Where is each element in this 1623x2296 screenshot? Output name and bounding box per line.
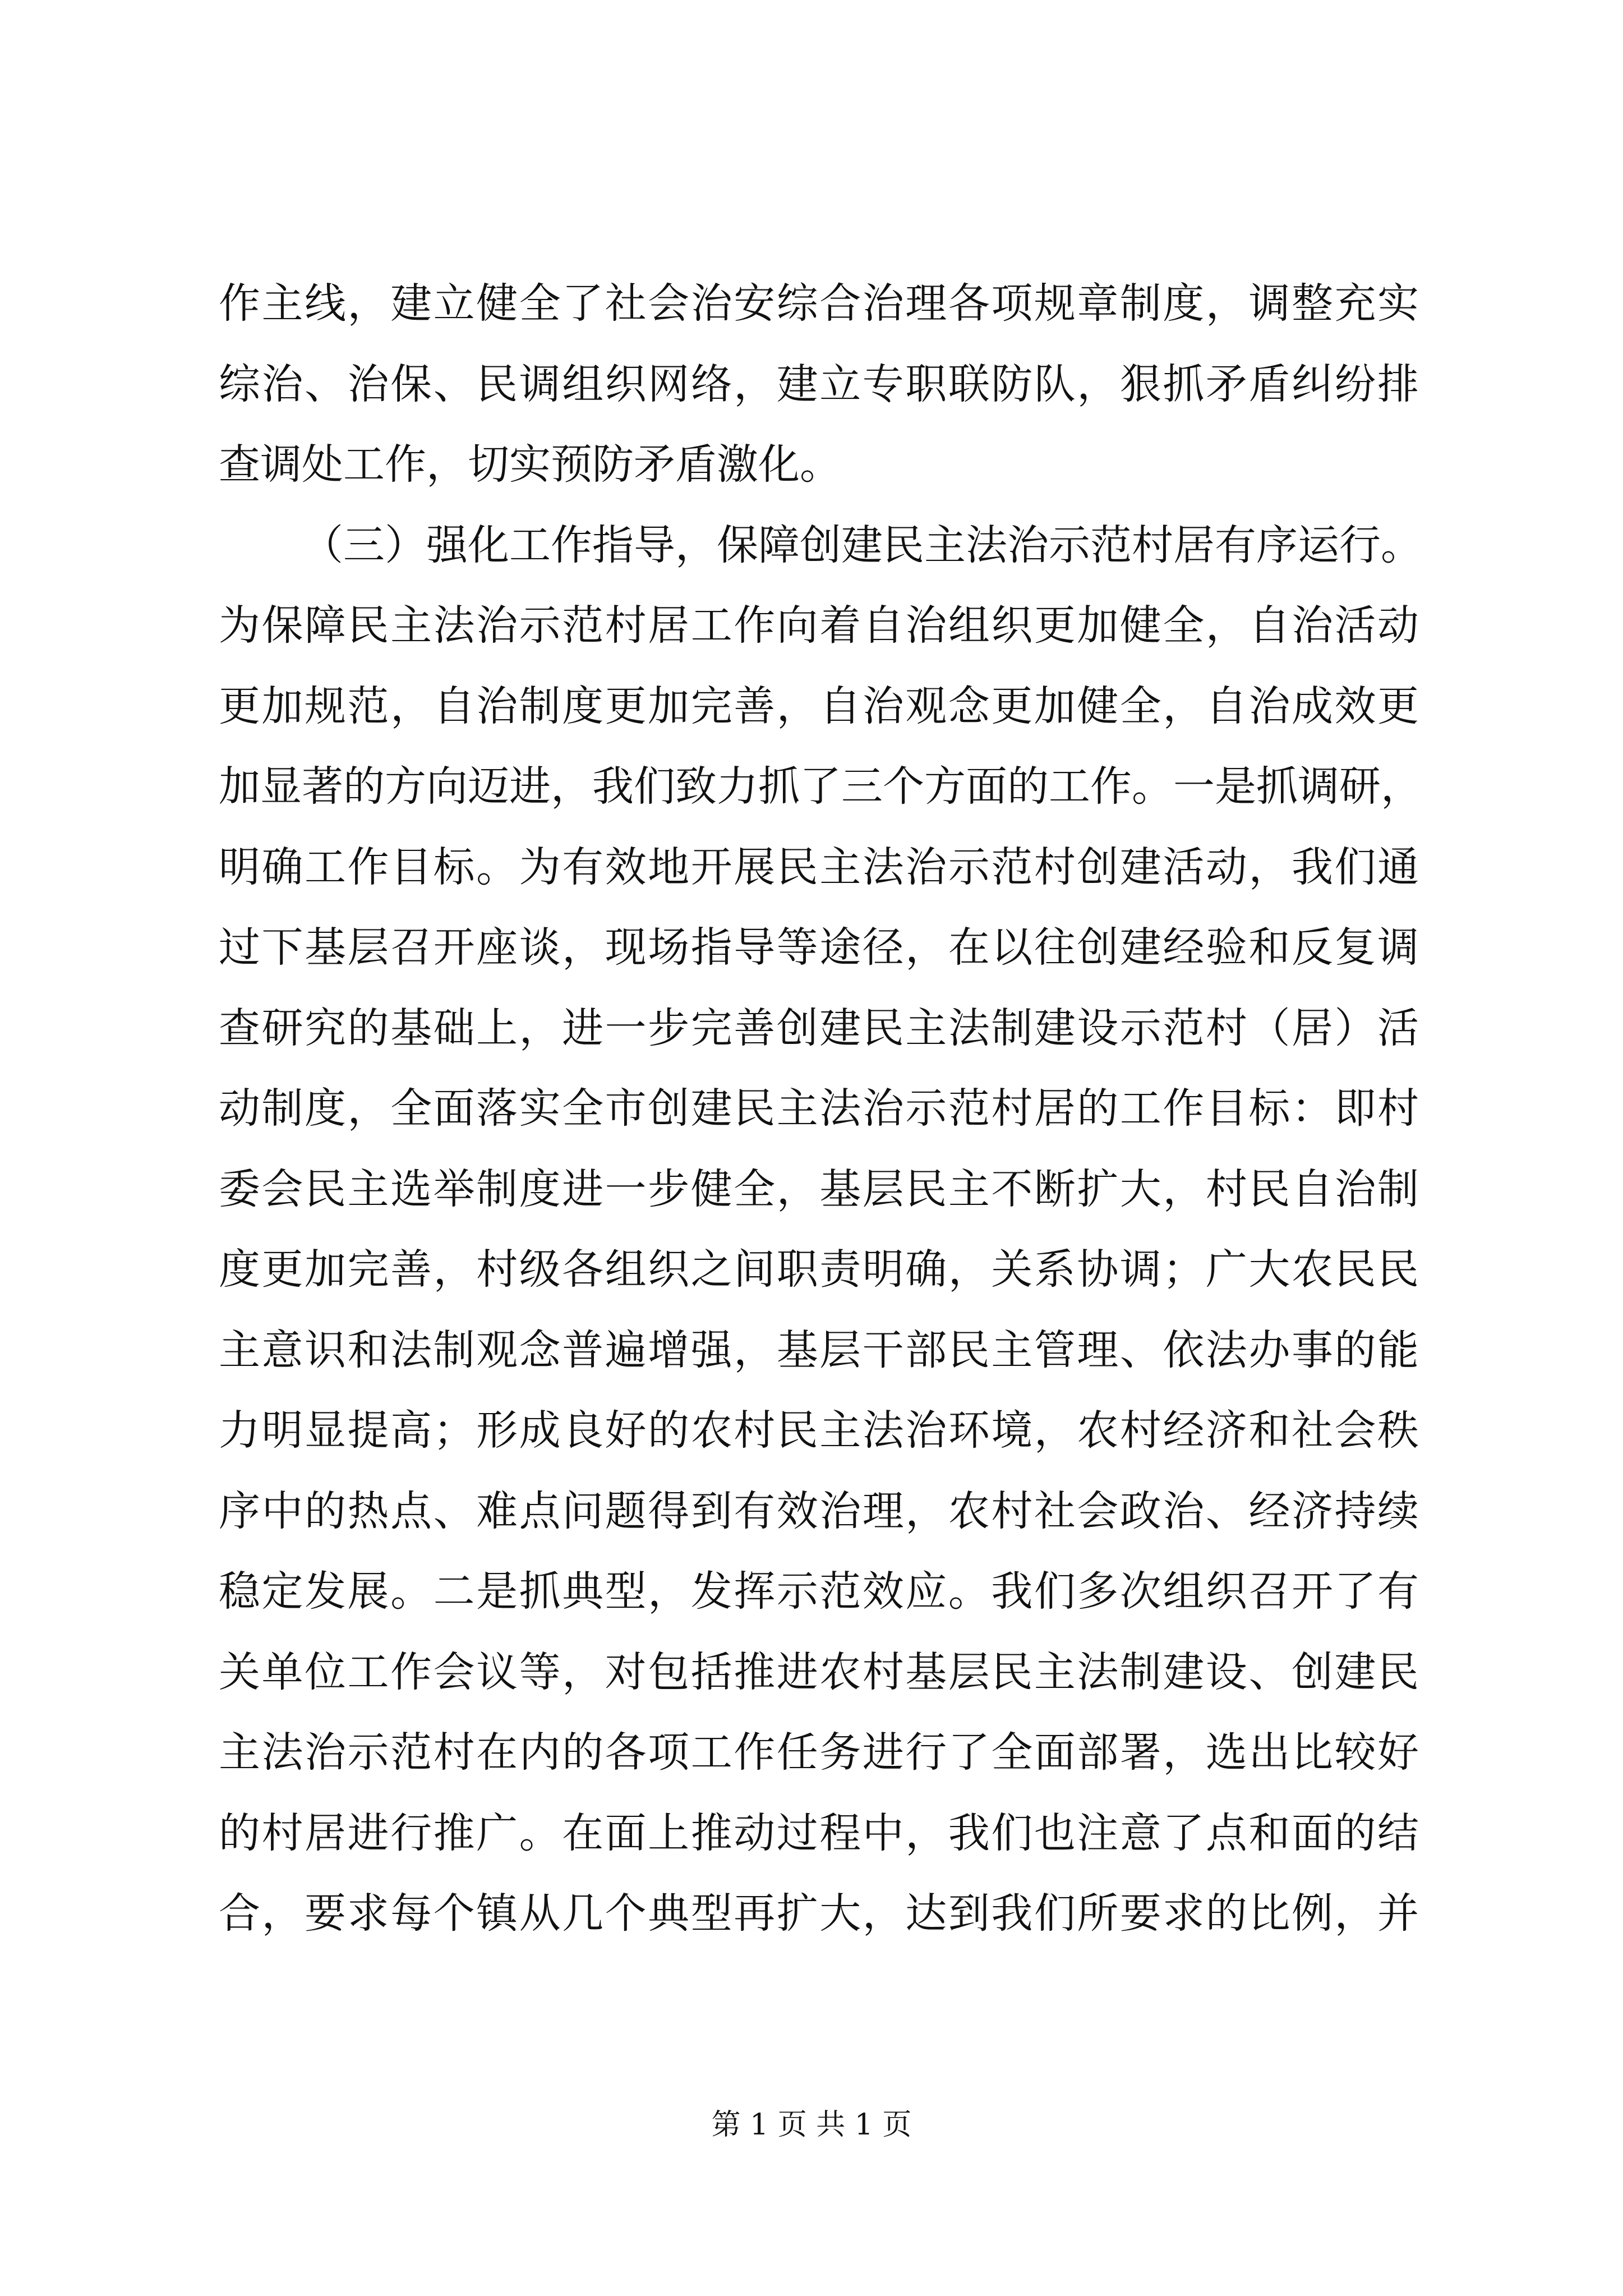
text-line: 稳定发展。二是抓典型，发挥示范效应。我们多次组织召开了有 bbox=[219, 1567, 1419, 1616]
text-line: 主意识和法制观念普遍增强，基层干部民主管理、依法办事的能 bbox=[219, 1326, 1419, 1374]
text-line: 为保障民主法治示范村居工作向着自治组织更加健全，自治活动 bbox=[219, 601, 1419, 650]
paragraph bbox=[219, 264, 1419, 505]
page-number-footer: 第 1 页 共 1 页 bbox=[711, 2108, 912, 2142]
text-line: 更加规范，自治制度更加完善，自治观念更加健全，自治成效更 bbox=[219, 682, 1419, 730]
text-line: 合，要求每个镇从几个典型再扩大，达到我们所要求的比例，并 bbox=[219, 1889, 1419, 1938]
text-line: 动制度，全面落实全市创建民主法治示范村居的工作目标：即村 bbox=[219, 1084, 1419, 1133]
text-line: 查研究的基础上，进一步完善创建民主法制建设示范村（居）活 bbox=[219, 1004, 1419, 1052]
text-line: 关单位工作会议等，对包括推进农村基层民主法制建设、创建民 bbox=[219, 1648, 1419, 1696]
document-body bbox=[219, 264, 1422, 1954]
text-line: 查调处工作，切实预防矛盾激化。 bbox=[219, 440, 841, 489]
section-heading-line: （三）强化工作指导，保障创建民主法治示范村居有序运行。 bbox=[302, 521, 1422, 569]
text-line: 的村居进行推广。在面上推动过程中，我们也注意了点和面的结 bbox=[219, 1809, 1419, 1857]
text-line: 力明显提高；形成良好的农村民主法治环境，农村经济和社会秩 bbox=[219, 1406, 1419, 1455]
text-line: 度更加完善，村级各组织之间职责明确，关系协调；广大农民民 bbox=[219, 1245, 1419, 1294]
text-line: 序中的热点、难点问题得到有效治理，农村社会政治、经济持续 bbox=[219, 1487, 1419, 1535]
text-line: 明确工作目标。为有效地开展民主法治示范村创建活动，我们通 bbox=[219, 843, 1419, 891]
text-line: 委会民主选举制度进一步健全，基层民主不断扩大，村民自治制 bbox=[219, 1165, 1419, 1213]
text-line: 主法治示范村在内的各项工作任务进行了全面部署，选出比较好 bbox=[219, 1728, 1419, 1777]
text-line: 作主线，建立健全了社会治安综合治理各项规章制度，调整充实 bbox=[219, 279, 1419, 328]
text-line: 综治、治保、民调组织网络，建立专职联防队，狠抓矛盾纠纷排 bbox=[219, 360, 1419, 408]
text-line: 加显著的方向迈进，我们致力抓了三个方面的工作。一是抓调研， bbox=[219, 762, 1422, 811]
paragraph bbox=[219, 505, 1422, 1954]
text-line: 过下基层召开座谈，现场指导等途径，在以往创建经验和反复调 bbox=[219, 923, 1419, 972]
